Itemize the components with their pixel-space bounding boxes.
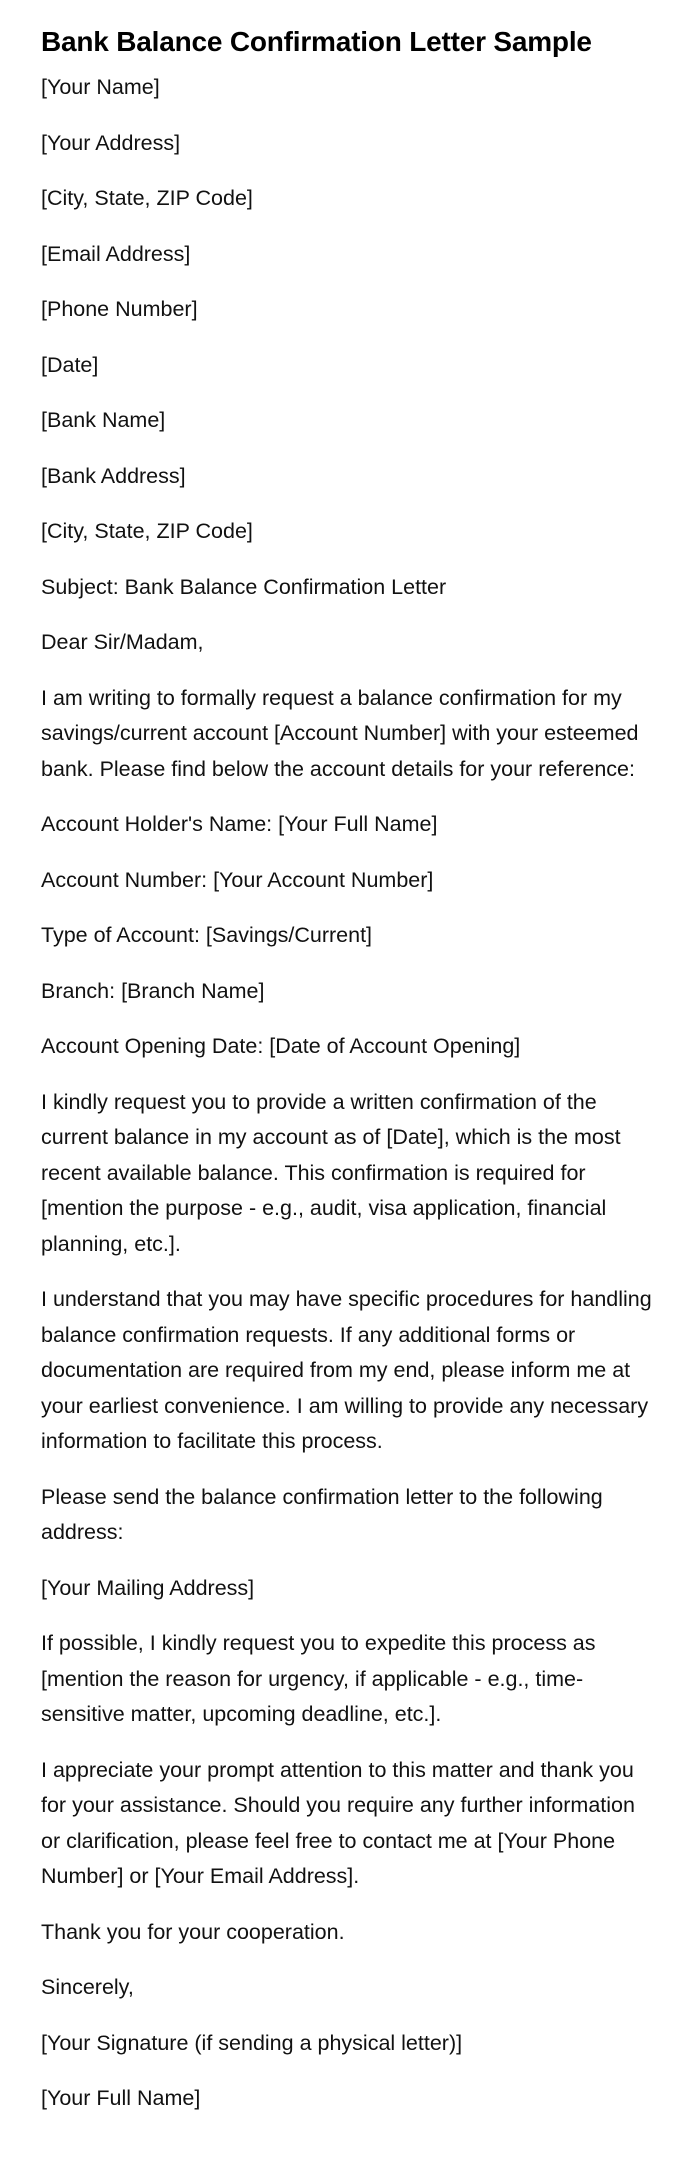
mailing-instruction: Please send the balance confirmation letter to the following address:	[41, 1484, 603, 1544]
salutation: Dear Sir/Madam,	[41, 630, 204, 654]
thanks-line: Thank you for your cooperation.	[41, 1919, 345, 1944]
sender-city-state-zip: [City, State, ZIP Code]	[41, 186, 253, 210]
branch: Branch: [Branch Name]	[41, 978, 265, 1003]
bank-city-state-zip: [City, State, ZIP Code]	[41, 519, 253, 543]
closing: Sincerely,	[41, 1975, 134, 1999]
bank-name: [Bank Name]	[41, 408, 166, 432]
sender-address: [Your Address]	[41, 130, 181, 155]
mailing-address: [Your Mailing Address]	[41, 1575, 255, 1600]
appreciation-paragraph: I appreciate your prompt attention to this matter and thank you for your assistance. Should you require any further information or clarification, please feel free to contact me at [Your Phone Number] or [Your Email Address].	[41, 1757, 635, 1888]
intro-paragraph: I am writing to formally request a balance confirmation for my savings/current account [Account Number] with your esteemed bank. Please find below the account details for your reference:	[41, 685, 639, 781]
sender-email: [Email Address]	[41, 241, 191, 266]
sender-name: [Your Name]	[41, 75, 160, 99]
urgency-paragraph: If possible, I kindly request you to expedite this process as [mention the reason for urgency, if applicable - e.g., time-sensitive matter, upcoming deadline, etc.].	[41, 1631, 596, 1726]
sender-phone: [Phone Number]	[41, 297, 198, 321]
procedures-paragraph: I understand that you may have specific procedures for handling balance confirmation requests. If any additional forms or documentation are required from my end, please inform me at your earliest convenience. I am willing to provide any necessary information to facilitate this process.	[41, 1287, 652, 1453]
bank-address: [Bank Address]	[41, 463, 186, 488]
account-opening-date: Account Opening Date: [Date of Account Opening]	[41, 1034, 521, 1058]
account-holder-name: Account Holder's Name: [Your Full Name]	[41, 812, 438, 836]
account-number: Account Number: [Your Account Number]	[41, 867, 434, 892]
signature-line: [Your Signature (if sending a physical letter)]	[41, 2030, 463, 2055]
request-paragraph: I kindly request you to provide a written confirmation of the current balance in my account as of [Date], which is the most recent available balance. This confirmation is required for [mention the purpose - e.g., audit, visa application, financial planning, etc.].	[41, 1089, 621, 1256]
account-type: Type of Account: [Savings/Current]	[41, 923, 373, 947]
signer-full-name: [Your Full Name]	[41, 2086, 201, 2110]
subject-line: Subject: Bank Balance Confirmation Letter	[41, 574, 447, 599]
page-title: Bank Balance Confirmation Letter Sample	[41, 26, 592, 57]
letter-date: [Date]	[41, 352, 99, 377]
